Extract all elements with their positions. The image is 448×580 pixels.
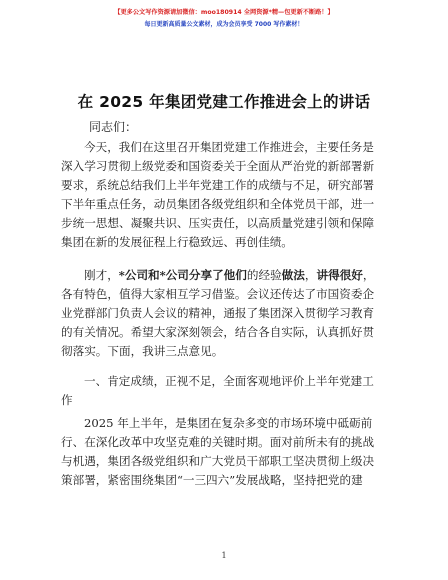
text-run: ， xyxy=(304,268,317,282)
paragraph-review xyxy=(61,266,383,361)
salutation: 同志们： xyxy=(89,120,138,134)
paragraph-line: 下半年重点任务，动员集团各级党组织和全体党员干部，进一 xyxy=(61,197,375,211)
paragraph-line: 行、在深化改革中攻坚克难的关键时期。面对前所未有的挑战 xyxy=(61,435,375,449)
paragraph-line: 要求，系统总结我们上半年党建工作的成绩与不足，研究部署 xyxy=(61,178,375,192)
document-title: 在 2025 年集团党建工作推进会上的讲话 xyxy=(77,93,371,111)
paragraph-line: 各有特色，值得大家相互学习借鉴。会议还传达了市国资委企 xyxy=(61,287,375,301)
paragraph-line: 策部署，紧密围绕集团“一三四六”发展战略，坚持把党的建 xyxy=(61,473,363,487)
paragraph-line: 2025 年上半年，是集团在复杂多变的市场环境中砥砺前 xyxy=(84,416,373,430)
paragraph-opening xyxy=(61,138,383,252)
paragraph-first-half-year xyxy=(61,414,383,490)
paragraph-line: 业党群部门负责人会议的精神，通报了集团深入贯彻学习教育 xyxy=(61,306,375,320)
text-run: ， xyxy=(362,268,375,282)
text-run: 的经验 xyxy=(246,268,282,282)
paragraph-line: 彻落实。下面，我讲三点意见。 xyxy=(61,344,224,358)
paragraph-line: 今天，我们在这里召开集团党建工作推进会，主要任务是 xyxy=(84,140,374,154)
paragraph-line: 步统一思想、凝聚共识、压实责任，以高质量党建引领和保障 xyxy=(61,216,375,230)
promo-banner-line-2: 每日更新高质量公文素材，成为会员享受 7000 写作素材！ xyxy=(144,21,304,28)
bold-text-run: *公司和*公司分享了他们 xyxy=(118,268,247,282)
paragraph-line: 与机遇，集团各级党组织和广大党员干部职工坚决贯彻上级决 xyxy=(61,454,375,468)
bold-text-run: 讲得很好 xyxy=(316,268,363,282)
text-run: 刚才， xyxy=(84,268,119,282)
heading-line: 作 xyxy=(61,393,73,407)
page-number: 1 xyxy=(221,551,227,560)
promo-banner-line-1: 【更多公文写作资源请加微信：moo180914 全网资源*精—包更新不断路！】 xyxy=(114,9,334,16)
paragraph-line: 深入学习贯彻上级党委和国资委关于全面从严治党的新部署新 xyxy=(61,159,375,173)
paragraph-line: 集团在新的发展征程上行稳致远、再创佳绩。 xyxy=(61,235,293,249)
paragraph-line xyxy=(61,266,383,285)
section-heading-1 xyxy=(61,372,383,410)
heading-line: 一、肯定成绩，正视不足，全面客观地评价上半年党建工 xyxy=(84,374,374,388)
bold-text-run: 做法 xyxy=(281,268,305,282)
paragraph-line: 的有关情况。希望大家深刻领会，结合各自实际，认真抓好贯 xyxy=(61,325,375,339)
